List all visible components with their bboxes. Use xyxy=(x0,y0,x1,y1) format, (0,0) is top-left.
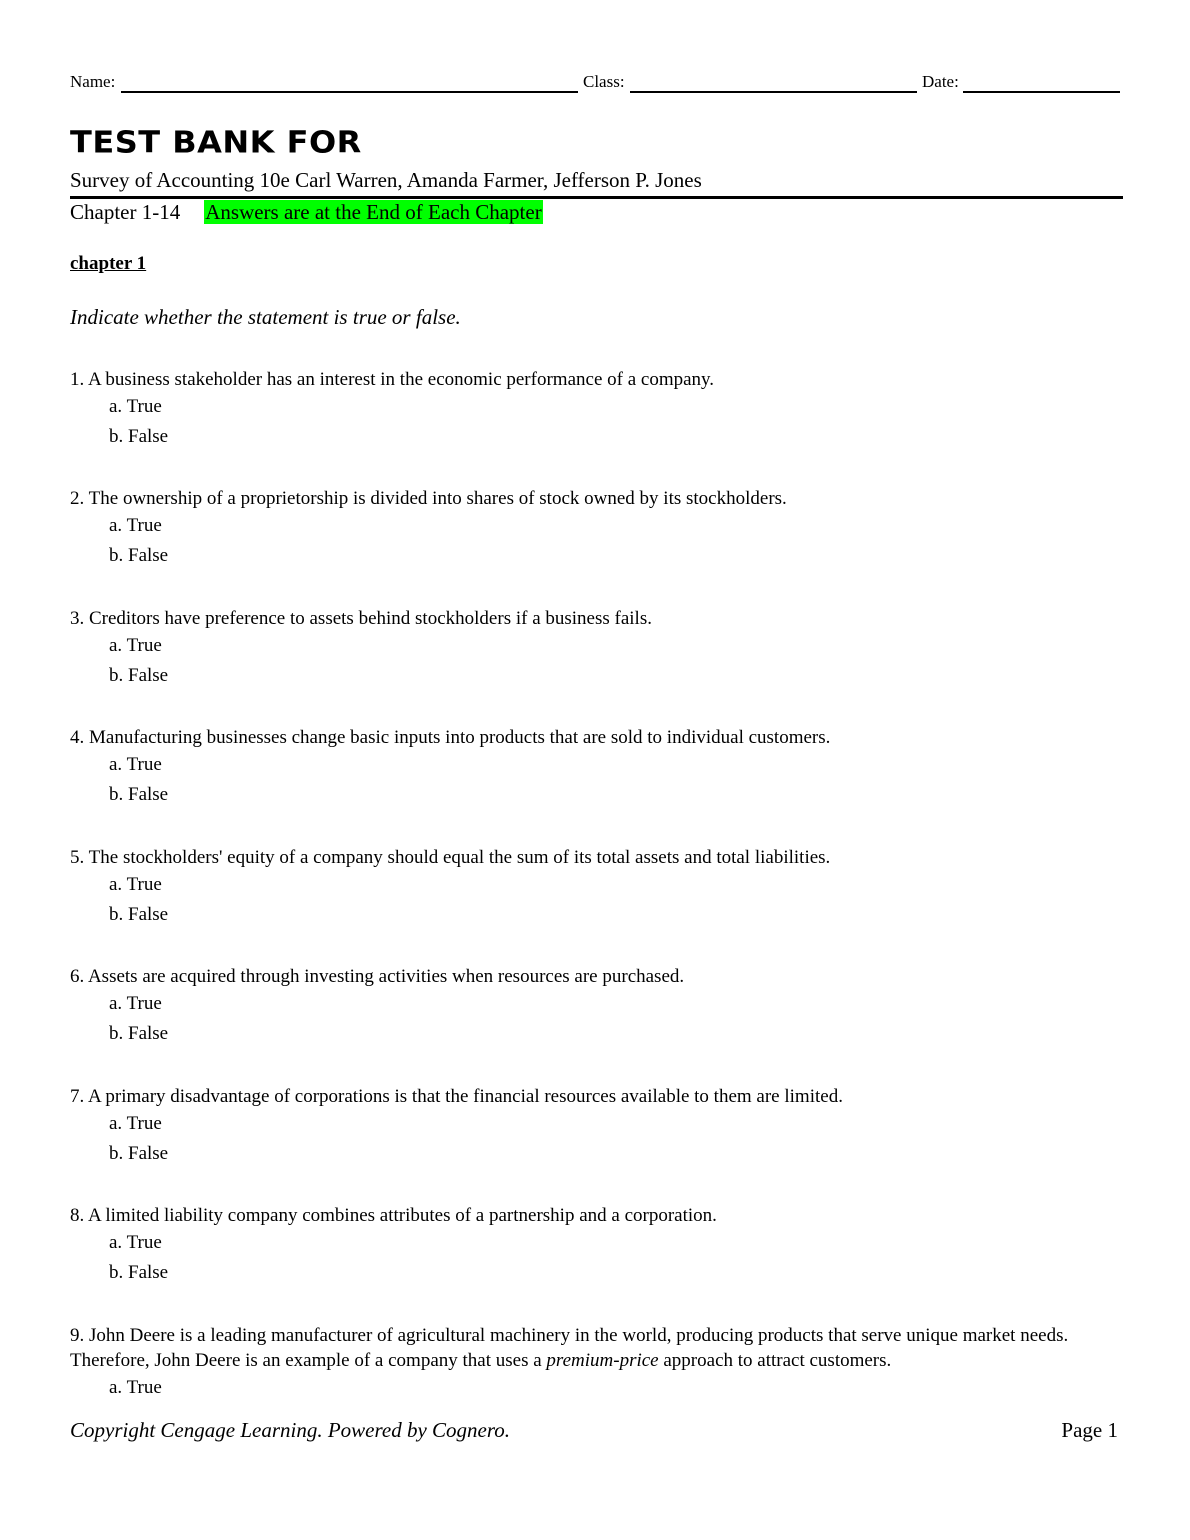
chapter-heading: chapter 1 xyxy=(70,253,147,274)
name-field[interactable] xyxy=(121,91,578,93)
name-label: Name: xyxy=(70,72,116,91)
option-false[interactable]: b. False xyxy=(109,1023,169,1044)
question-text-start: 9. John Deere is a leading manufacturer of agricultural machinery in the world, producing products that serve unique market needs. Therefore, John Deere is an example of a company that uses a xyxy=(70,1325,1069,1371)
option-true[interactable]: a. True xyxy=(109,1232,162,1253)
option-true[interactable]: a. True xyxy=(109,874,162,895)
option-true[interactable]: a. True xyxy=(109,993,162,1014)
instructions: Indicate whether the statement is true or false. xyxy=(70,305,461,329)
question-3 xyxy=(70,606,1130,691)
option-false[interactable]: b. False xyxy=(109,1143,169,1164)
option-true[interactable]: a. True xyxy=(109,635,162,656)
question-6 xyxy=(70,964,1130,1049)
class-label: Class: xyxy=(583,72,625,91)
footer-copyright: Copyright Cengage Learning. Powered by Cognero. xyxy=(70,1418,510,1442)
option-false[interactable]: b. False xyxy=(109,1262,169,1283)
class-field[interactable] xyxy=(630,91,917,93)
question-text: 6. Assets are acquired through investing activities when resources are purchased. xyxy=(70,966,685,987)
question-text: 7. A primary disadvantage of corporations is that the financial resources available to them are limited. xyxy=(70,1086,843,1107)
question-text: 5. The stockholders' equity of a company should equal the sum of its total assets and total liabilities. xyxy=(70,847,831,868)
option-false[interactable]: b. False xyxy=(109,665,169,686)
chapter-range-line xyxy=(70,200,543,225)
date-label: Date: xyxy=(922,72,959,91)
question-1 xyxy=(70,367,1130,452)
question-text-emphasis: premium-price xyxy=(546,1350,659,1371)
title-divider xyxy=(70,196,1123,199)
question-7 xyxy=(70,1084,1130,1169)
date-field[interactable] xyxy=(963,91,1120,93)
question-text: 3. Creditors have preference to assets behind stockholders if a business fails. xyxy=(70,608,652,629)
question-9 xyxy=(70,1323,1130,1403)
question-text xyxy=(70,1323,1130,1373)
option-true[interactable]: a. True xyxy=(109,1113,162,1134)
option-false[interactable]: b. False xyxy=(109,904,169,925)
answers-note-highlight: Answers are at the End of Each Chapter xyxy=(205,200,542,224)
question-text: 2. The ownership of a proprietorship is divided into shares of stock owned by its stockholders. xyxy=(70,488,787,509)
option-true[interactable]: a. True xyxy=(109,1377,162,1398)
question-text-end: approach to attract customers. xyxy=(658,1350,892,1371)
option-false[interactable]: b. False xyxy=(109,426,169,447)
question-2 xyxy=(70,486,1130,571)
option-true[interactable]: a. True xyxy=(109,396,162,417)
question-8 xyxy=(70,1203,1130,1288)
chapter-range: Chapter 1-14 xyxy=(70,200,181,224)
book-subtitle: Survey of Accounting 10e Carl Warren, Amanda Farmer, Jefferson P. Jones xyxy=(70,168,702,192)
option-true[interactable]: a. True xyxy=(109,515,162,536)
document-title: TEST BANK FOR xyxy=(70,124,362,161)
question-4 xyxy=(70,725,1130,810)
option-false[interactable]: b. False xyxy=(109,784,169,805)
question-5 xyxy=(70,845,1130,930)
option-false[interactable]: b. False xyxy=(109,545,169,566)
page-number: Page 1 xyxy=(1061,1418,1118,1442)
question-text: 8. A limited liability company combines attributes of a partnership and a corporation. xyxy=(70,1205,717,1226)
question-text: 1. A business stakeholder has an interest in the economic performance of a company. xyxy=(70,369,715,390)
question-text: 4. Manufacturing businesses change basic inputs into products that are sold to individual customers. xyxy=(70,727,831,748)
option-true[interactable]: a. True xyxy=(109,754,162,775)
